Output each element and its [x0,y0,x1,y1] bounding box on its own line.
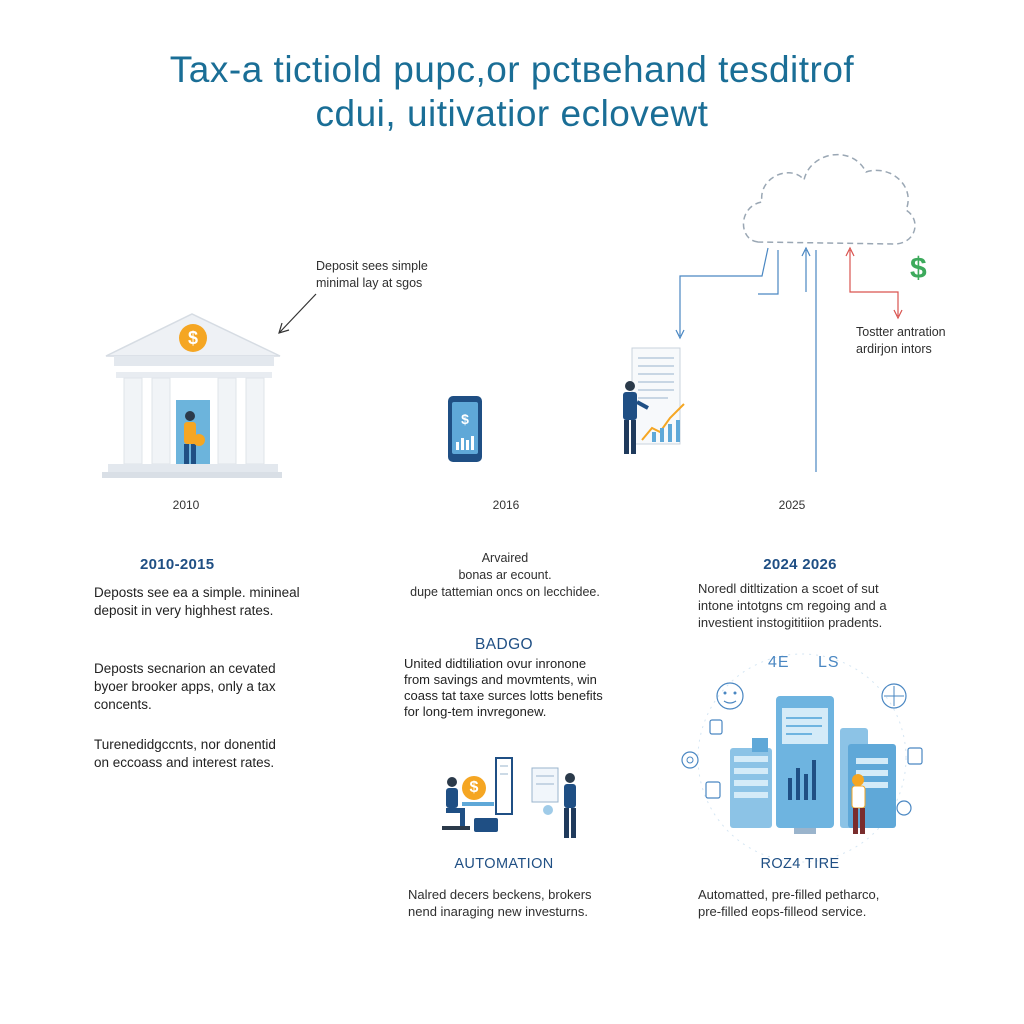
column-2-sub-paragraph-line-2: nend inaraging new investurns. [408,904,588,919]
timeline-year-2: 2016 [492,498,520,512]
smartphone-icon [446,394,486,466]
callout-right-line-2: ardirjon intors [856,342,932,356]
coin-dollar-icon-automation: $ [462,776,486,800]
column-2-intro-line-1: Arvaired [481,551,529,565]
callout-right [856,324,1016,358]
page-title-line-1: Tax-a tictiold pupc,or pctвehand tesditrof [169,49,855,90]
callout-left-line-1: Deposit sees simple [316,259,428,273]
column-1-paragraph-1-line-2: deposit in very highhest rates. [94,603,274,618]
column-2-sub-paragraph-line-1: Nalred decers beckens, brokers [408,887,592,902]
cloud-connector-lines [670,240,910,480]
coin-dollar-icon: $ [179,324,207,352]
column-3-paragraph [698,580,938,631]
column-2-subheading: AUTOMATION [454,856,554,872]
column-1-paragraph-1-line-1: Deposts see ea a simple. minineal [94,585,300,600]
column-2-paragraph-line-2: from savings and movmtents, win [404,672,597,687]
column-2-paragraph-line-3: coass tat taxe surces lotts benefits [404,688,603,703]
column-1-paragraph-2-line-2: byoer brooker apps, only a tax [94,679,276,694]
column-1-paragraph-2-line-3: concents. [94,697,152,712]
digital-devices-icon [672,648,932,848]
column-3-paragraph-line-1: Noredl ditltization a scoet of sut [698,581,879,596]
column-2-heading: BADGO [475,636,533,653]
page-title-line-2: cdui, uitivatior eclovewt [315,93,709,134]
automation-workers-icon [438,752,588,842]
column-2-sub-paragraph [408,886,628,920]
column-1-heading: 2010-2015 [140,556,215,573]
dollar-sign-icon: $ [910,252,927,285]
analyst-document-chart-icon [612,344,692,464]
timeline-year-1: 2010 [172,498,200,512]
column-3-subheading: ROZ4 TIRE [760,856,840,872]
column-2-paragraph-line-1: United didtiliation ovur inronone [404,656,587,671]
column-1-paragraph-3-line-1: Turenedidgccnts, nor donentid [94,737,276,752]
column-3-sub-paragraph-line-1: Automatted, pre-filled petharco, [698,887,880,902]
column-2-paragraph [404,656,634,720]
callout-left-line-2: minimal lay at sgos [316,276,423,290]
column-2-intro [380,550,630,601]
deco-label-a: 4E [768,654,790,671]
column-3-paragraph-line-3: investient instogititiion pradents. [698,615,883,630]
column-1-paragraph-1 [94,584,384,620]
column-3-sub-paragraph [698,886,938,920]
column-2-paragraph-line-4: for long-tem invregonew. [404,704,547,719]
deco-label-b: LS [818,654,840,671]
svg-text:$: $ [461,411,469,427]
column-1-paragraph-2 [94,660,384,714]
column-1-paragraph-3-line-2: on eccoass and interest rates. [94,755,275,770]
column-3-heading: 2024 2026 [763,556,837,573]
column-3-sub-paragraph-line-2: pre-filled eops-filleod service. [698,904,867,919]
column-2-intro-line-2: bonas ar ecount. [458,568,552,582]
callout-left [316,258,456,292]
callout-right-line-1: Tostter antration [856,325,946,339]
column-3-paragraph-line-2: intone intotgns cm regoing and a [698,598,887,613]
column-1-paragraph-2-line-1: Deposts secnarion an cevated [94,661,276,676]
column-2-intro-line-3: dupe tattemian oncs on lecchidee. [410,585,600,599]
timeline-year-3: 2025 [778,498,806,512]
column-1-paragraph-3 [94,736,384,772]
